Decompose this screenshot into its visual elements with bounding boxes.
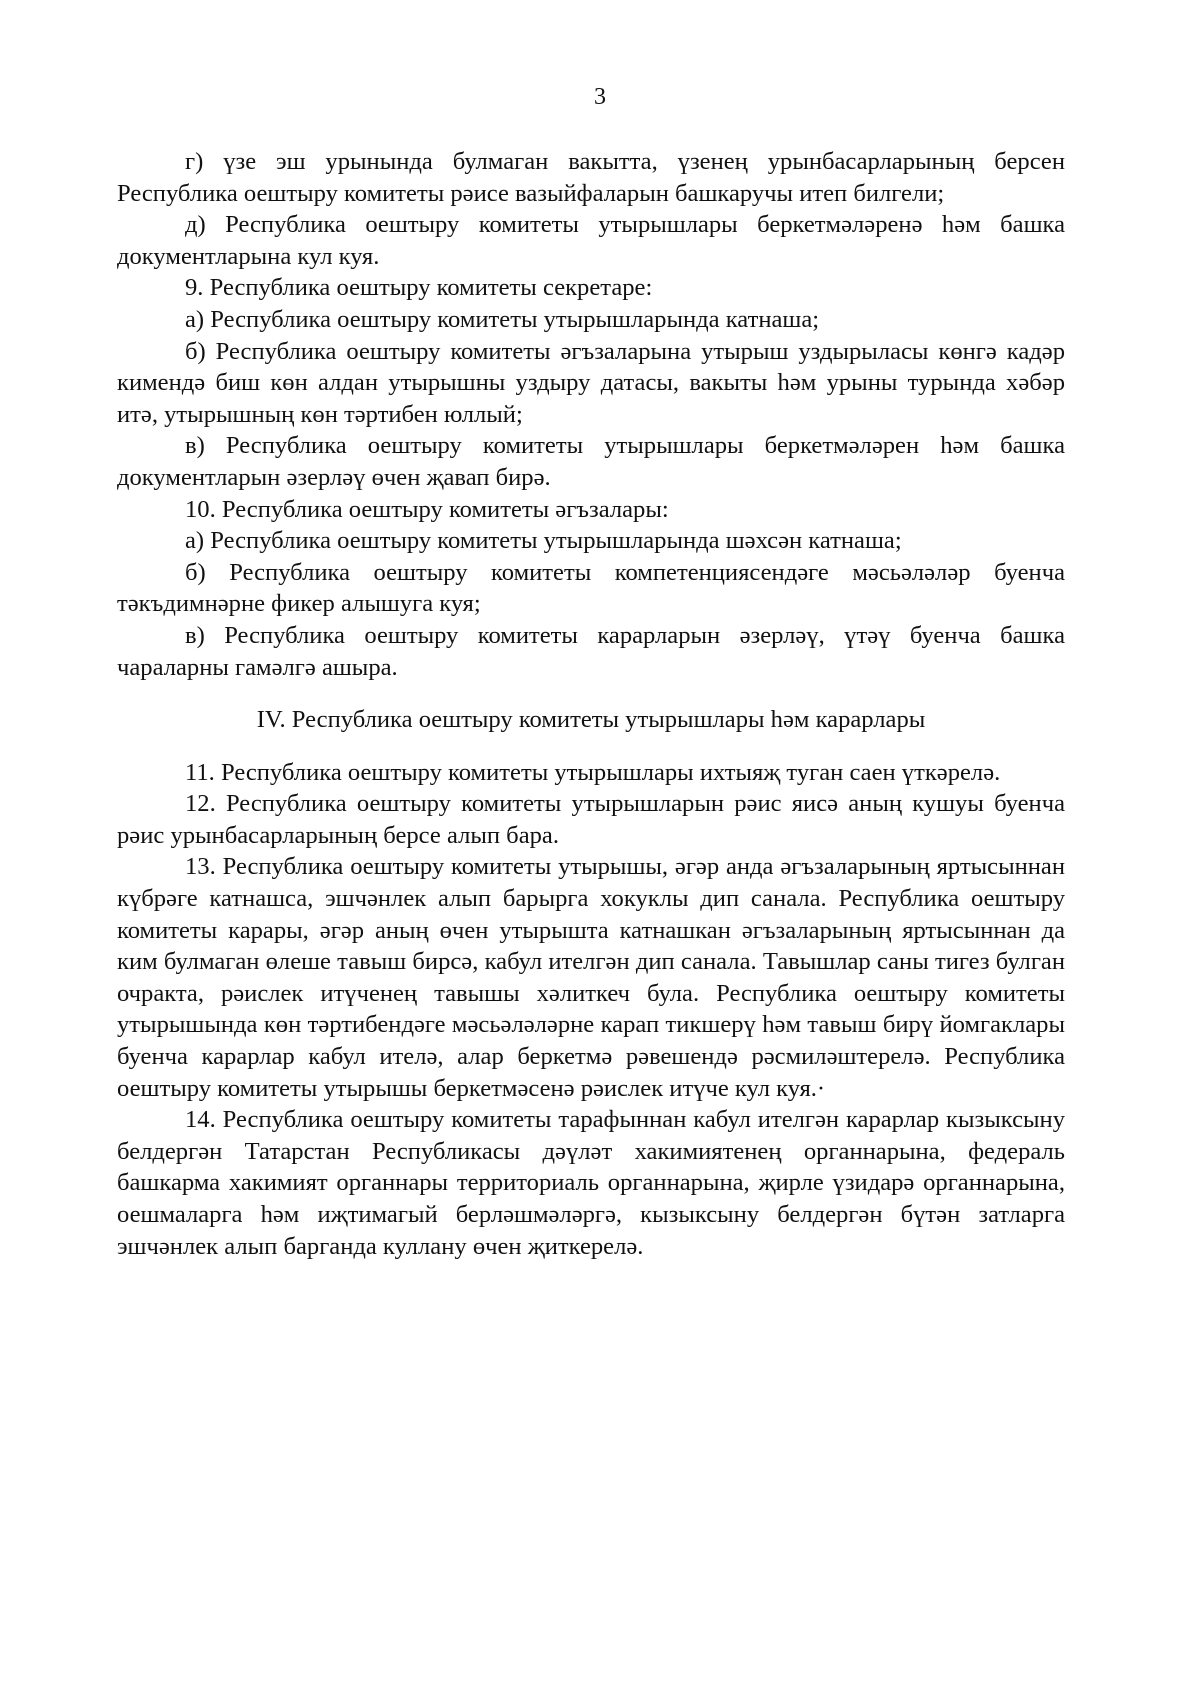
document-body: [117, 146, 1065, 1262]
page-number: 3: [594, 84, 606, 110]
paragraph-10: 10. Республика оештыру комитеты әгъзалары:: [185, 495, 669, 523]
paragraph-9-a: а) Республика оештыру комитеты утырышларында катнаша;: [185, 305, 820, 333]
paragraph-12: 12. Республика оештыру комитеты утырышларын рәис яисә аның кушуы буенча рәис урынбасарларының берсе алып бара.: [117, 790, 1065, 849]
paragraph-item-d: д) Республика оештыру комитеты утырышлары беркетмәләренә һәм башка документларына кул куя.: [117, 211, 1065, 270]
paragraph-9-v: в) Республика оештыру комитеты утырышлары беркетмәләрен һәм башка документларын әзерләү өчен җавап бирә.: [117, 432, 1065, 491]
paragraph-item-g: г) үзе эш урынында булмаган вакытта, үзенең урынбасарларының берсен Республика оештыру комитеты рәисе вазыйфаларын башкаручы итеп билгели;: [117, 148, 1065, 207]
paragraph-13: 13. Республика оештыру комитеты утырышы, әгәр анда әгъзаларының яртысыннан күбрәге катнашса, эшчәнлек алып барырга хокуклы дип санала. Республика оештыру комитеты карары, әгәр аның өчен утырышта катнашкан әгъзаларының яртысыннан да ким булмаган өлеше тавыш бирсә, кабул ителгән дип санала. Тавышлар саны тигез булган очракта, рәислек итүченең тавышы хәлиткеч була. Республика оештыру комитеты утырышында көн тәртибендәге мәсьәләләрне карап тикшерү һәм тавыш бирү йомгаклары буенча карарлар кабул ителә, алар беркетмә рәвешендә рәсмиләштерелә. Республика оештыру комитеты утырышы беркетмәсенә рәислек итүче кул куя.·: [117, 853, 1065, 1102]
section-heading: IV. Республика оештыру комитеты утырышлары һәм карарлары: [256, 706, 926, 734]
paragraph-10-b: б) Республика оештыру комитеты компетенциясендәге мәсьәләләр буенча тәкъдимнәрне фикер алышуга куя;: [117, 558, 1065, 618]
paragraph-10-v: в) Республика оештыру комитеты карарларын әзерләү, үтәү буенча башка чараларны гамәлгә ашыра.: [117, 621, 1065, 681]
paragraph-11: 11. Республика оештыру комитеты утырышлары ихтыяҗ туган саен үткәрелә.: [185, 758, 1001, 786]
paragraph-10-a: а) Республика оештыру комитеты утырышларында шәхсән катнаша;: [185, 527, 902, 555]
paragraph-14: 14. Республика оештыру комитеты тарафыннан кабул ителгән карарлар кызыксыну белдергән Татарстан Республикасы дәүләт хакимиятенең органнарына, федераль башкарма хакимият органнары территориаль органнарына, җирле үзидарә органнарына, оешмаларга һәм иҗтимагый берләшмәләргә, кызыксыну белдергән бүтән затларга эшчәнлек алып барганда куллану өчен җиткерелә.: [117, 1106, 1065, 1260]
paragraph-9-b: б) Республика оештыру комитеты әгъзаларына утырыш уздырыласы көнгә кадәр кимендә биш көн алдан утырышны уздыру датасы, вакыты һәм урыны турында хәбәр итә, утырышның көн тәртибен юллый;: [117, 337, 1065, 428]
paragraph-9: 9. Республика оештыру комитеты секретаре:: [185, 274, 653, 302]
